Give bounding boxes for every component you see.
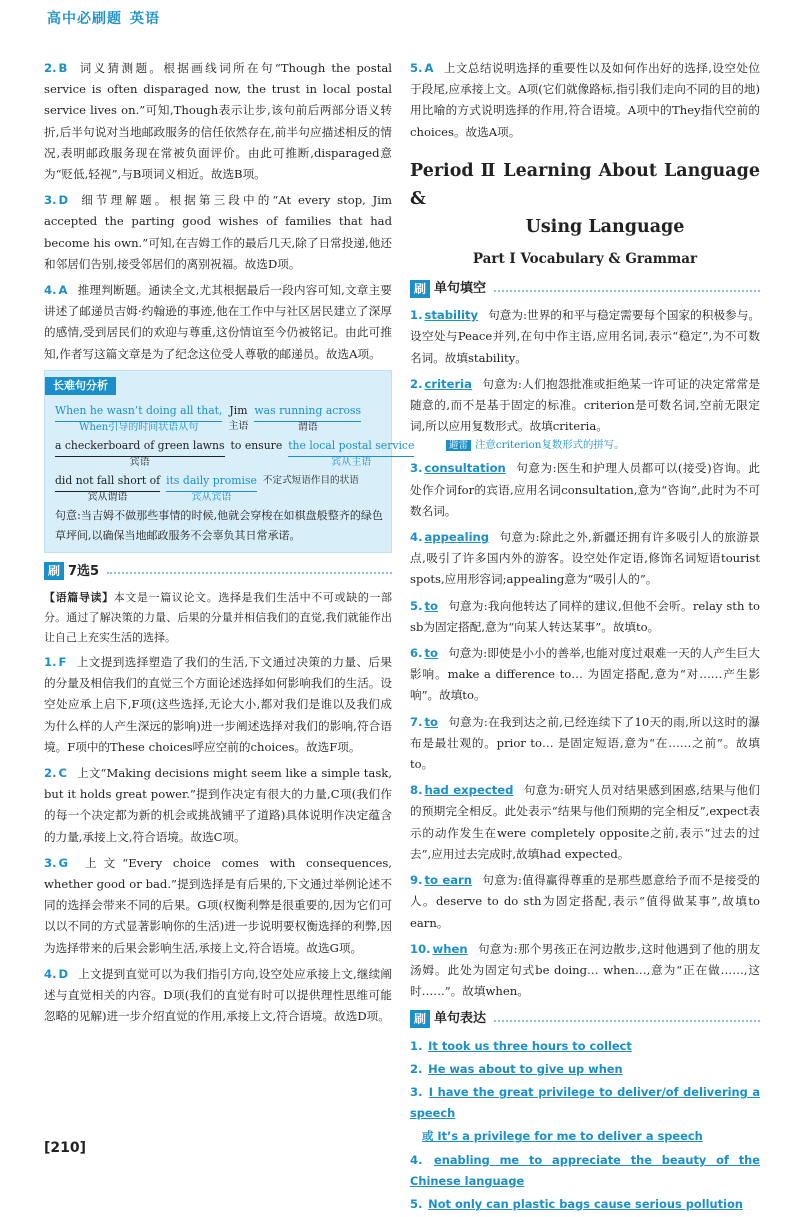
- explanation-text: 句意为:研究人员对结果感到困惑,结果与他们的预期完全相反。此处表示“结果与他们预期的完全相反”,expect表示的动作发生在were completely opposite之前,表示“过去的过去”,应用过去完成时,故填had expected。: [410, 783, 761, 861]
- item-number: 10.: [410, 941, 431, 956]
- fill-answer: when: [432, 941, 468, 956]
- segment-gloss: 宾从宾语: [191, 491, 232, 503]
- item-number: 5.: [410, 598, 423, 613]
- section-divider: [494, 290, 760, 292]
- expression-answer: [410, 1126, 760, 1147]
- answer-entry: [44, 58, 392, 185]
- explanation-text: 句意为:那个男孩正在河边散步,这时他遇到了他的朋友汤姆。此处为固定句式be doing… when…,意为“正在做……,这时……”。故填when。: [410, 941, 760, 999]
- period-title-line2: Using Language: [525, 216, 685, 237]
- sentence-segment: [288, 436, 414, 469]
- expression-text: I have the great privilege to deliver/of delivering a speech: [410, 1084, 761, 1121]
- answer-letter: C: [58, 766, 67, 781]
- expression-text: 或 It’s a privilege for me to deliver a speech: [422, 1129, 703, 1144]
- fill-answer: to: [424, 714, 438, 729]
- segment-gloss: 主语: [228, 420, 249, 432]
- segment-gloss: When引导的时间状语从句: [79, 421, 199, 433]
- sentence-analysis-box: [44, 370, 415, 553]
- answer-entry: [44, 190, 392, 275]
- fill-answer: appealing: [424, 530, 490, 545]
- explanation-text: 句意为:在我到达之前,已经连续下了10天的雨,所以这时的瀑布是最壮观的。prior to… 是固定短语,意为“在……之前”。故填to。: [410, 714, 760, 772]
- expression-answer: [410, 1082, 760, 1124]
- item-number: 2.: [44, 61, 57, 75]
- sentence-segment: [228, 401, 248, 433]
- expression-answer: [410, 1150, 760, 1192]
- item-number: 5.: [410, 61, 423, 75]
- sentence-segment: [231, 436, 283, 456]
- item-number: 2.: [44, 766, 57, 781]
- item-number: 2.: [410, 376, 423, 391]
- expression-text: It took us three hours to collect: [428, 1038, 632, 1053]
- section-header-fill: [410, 278, 760, 299]
- explanation-text: 上文总结说明选择的重要性以及如何作出好的选择,设空处位于段尾,应承接上文。A项(它们就像路标,指引我们走向不同的目的地)用比喻的方式说明选择的作用,符合语境。A项中的They指代空前的choices。故选A项。: [410, 61, 760, 139]
- item-number: 5.: [410, 1196, 423, 1211]
- explanation-text: 推理判断题。通读全文,尤其根据最后一段内容可知,文章主要讲述了邮递员吉姆·约翰逊的事迹,他在工作中与社区居民建立了深厚的感情,受到居民们的欢迎与尊重,这份情谊至今仍被铭记。由此可推知,作者写这篇文章是为了纪念这位受人尊敬的邮递员。故选A项。: [44, 283, 392, 361]
- segment-gloss: 宾语: [129, 456, 150, 468]
- expression-answer: [410, 1059, 760, 1080]
- explanation-text: 上文提到直觉可以为我们指引方向,设空处应承接上文,继续阐述与直觉相关的内容。D项(我们的直觉有时可以提供理性思维可能忽略的见解)进一步介绍直觉的作用,承接上文,符合语境。故选D项。: [44, 966, 392, 1024]
- guide-text: 本文是一篇议论文。选择是我们生活中不可或缺的一部分。通过了解决策的力量、后果的分量并相信我们的直觉,我们就能作出让自己上充实生活的选择。: [44, 591, 393, 645]
- fill-entry: [410, 458, 760, 522]
- answer-entry: [44, 853, 392, 959]
- fill-answer: consultation: [424, 461, 506, 476]
- tip-badge: 避雷: [446, 440, 471, 451]
- period-title-line1: Period Ⅱ Learning About Language &: [410, 160, 760, 209]
- segment-words: its daily promise: [166, 471, 257, 492]
- explanation-text: 句意为:我向他转达了同样的建议,但他不会听。relay sth to sb为固定搭配,意为“向某人转达某事”。故填to。: [410, 598, 760, 634]
- analysis-row: [55, 436, 415, 469]
- analysis-row: [55, 471, 383, 504]
- item-number: 4.: [44, 283, 57, 298]
- explanation-text: 词义猜测题。根据画线词所在句“Though the postal service is often disparaged now, the trust in local postal service lives on.”可知,Though表示让步,该句前后两部分语义转折,后半句说对当地邮政服务的信任依然存在,前半句应描述相反的情况,表明邮政服务现在常被负面评价。由此可推断,disparaged意为“贬低,轻视”,与B项词义相近。故选B项。: [44, 61, 392, 182]
- sentence-segment: [55, 436, 225, 469]
- fill-entry: [410, 596, 760, 638]
- explanation-text: 句意为:值得赢得尊重的是那些愿意给予而不是接受的人。deserve to do sth为固定搭配,表示“值得做某事”,故填to earn。: [410, 873, 760, 930]
- item-number: 7.: [410, 714, 423, 729]
- fill-entry: [410, 527, 760, 591]
- answer-letter: G: [58, 855, 69, 870]
- explanation-text: 上文“Making decisions might seem like a simple task, but it holds great power.”提到作决定有很大的力量,C项(我们作的每一个决定都为新的机会或挑战铺平了道路)具体说明作决定蕴含的力量,承接上文,符合语境。故选C项。: [44, 766, 392, 844]
- analysis-title: 长难句分析: [45, 377, 116, 395]
- item-number: 1.: [44, 655, 57, 670]
- section-divider: [107, 572, 392, 574]
- segment-words: the local postal service: [288, 436, 414, 457]
- section-badge-icon: 刷: [410, 1010, 430, 1028]
- section-badge-icon: 刷: [44, 562, 64, 580]
- purpose-note: 不定式短语作目的状语: [262, 474, 359, 486]
- item-number: 4.: [410, 1152, 423, 1167]
- sentence-segment: [254, 401, 361, 434]
- analysis-row: [55, 401, 383, 434]
- item-number: 3.: [44, 193, 57, 208]
- item-number: 3.: [410, 461, 423, 476]
- fill-entry: [410, 374, 760, 438]
- item-number: 4.: [44, 966, 57, 981]
- fill-answer: criteria: [424, 376, 472, 391]
- section-title: 单句填空: [434, 281, 487, 297]
- section-title: 单句表达: [434, 1011, 487, 1027]
- explanation-text: 上文提到选择塑造了我们的生活,下文通过决策的力量、后果的分量及相信我们的直觉三个方面论述选择如何影响我们的生活。设空处应承上启下,F项(这些选择,无论大小,都对我们是谁以及我们成为什么样的人产生深远的影响)进一步阐述选择对我们的影响,符合语境。F项中的These choices呼应空前的choices。故选F项。: [44, 655, 392, 754]
- book-title: 高中必刷题: [47, 11, 122, 27]
- explanation-text: 上文“Every choice comes with consequences, whether good or bad.”提到选择是有后果的,下文通过举例论述不同的选择会带来不同的后果。G项(权衡利弊是很重要的,因为它们可以以不同的方式显著影响你的生活)进一步说明要权衡选择的利弊,因为选择带来的后果会影响生活,承接上文,符合语境。故选G项。: [44, 855, 392, 955]
- section-title: 7选5: [68, 563, 100, 579]
- expression-text: Not only can plastic bags cause serious pollution: [428, 1196, 743, 1211]
- segment-words: to ensure: [230, 438, 283, 452]
- expression-text: enabling me to appreciate the beauty of the Chinese language: [410, 1152, 760, 1188]
- item-number: 1.: [410, 1038, 423, 1053]
- segment-words: did not fall short of: [55, 471, 160, 492]
- segment-words: When he wasn’t doing all that,: [55, 401, 222, 422]
- expression-text: He was about to give up when: [428, 1061, 623, 1076]
- sentence-segment: [55, 471, 160, 504]
- item-number: 3.: [410, 1084, 423, 1099]
- answer-entry: [44, 280, 392, 365]
- item-number: 6.: [410, 646, 423, 661]
- answer-letter: A: [58, 283, 68, 298]
- section-header-7x5: [44, 561, 392, 582]
- part-title: Part Ⅰ Vocabulary & Grammar: [472, 250, 698, 267]
- fill-answer: to: [424, 598, 438, 613]
- item-number: 4.: [410, 530, 423, 545]
- answer-letter: D: [58, 193, 69, 208]
- explanation-text: 句意为:即使是小小的善举,也能对度过艰难一天的人产生巨大影响。make a difference to… 为固定搭配,意为“对……产生影响”。故填to。: [410, 646, 760, 703]
- segment-gloss: 宾从主语: [331, 456, 372, 468]
- item-number: 1.: [410, 308, 423, 323]
- period-title: [410, 157, 760, 241]
- fill-entry: [410, 643, 760, 707]
- expression-answer: [410, 1036, 760, 1057]
- tip-text: 注意criterion复数形式的拼写。: [475, 439, 625, 452]
- guide-label: 【语篇导读】: [44, 591, 114, 605]
- fill-entry: [410, 939, 760, 1003]
- explanation-text: 句意为:人们抱怨批准或拒绝某一许可证的决定常常是随意的,而不是基于固定的标准。criterion是可数名词,空前无限定词,所以应用复数形式。故填criteria。: [410, 376, 760, 434]
- left-column: [44, 58, 415, 1033]
- segment-words: Jim: [229, 403, 248, 417]
- item-number: 8.: [410, 783, 423, 798]
- explanation-text: 句意为:医生和护理人员都可以(接受)咨询。此处作介词for的宾语,应用名词consultation,意为“咨询”,此时为不可数名词。: [410, 461, 760, 518]
- page-number: [210]: [44, 1140, 87, 1156]
- explanation-text: 句意为:世界的和平与稳定需要每个国家的积极参与。设空处与Peace并列,在句中作主语,应用名词,表示“稳定”,为不可数名词。故填stability。: [410, 308, 760, 365]
- passage-guide: [44, 588, 392, 648]
- explanation-text: 句意为:除此之外,新疆还拥有许多吸引人的旅游景点,吸引了许多国内外的游客。设空处作定语,修饰名词短语tourist spots,应用形容词;appealing意为“吸引人的”。: [410, 530, 760, 587]
- segment-words: a checkerboard of green lawns: [55, 436, 225, 457]
- fill-answer: had expected: [424, 783, 514, 798]
- answer-entry: [44, 964, 392, 1028]
- tip-note: [446, 437, 760, 454]
- answer-entry: [410, 58, 760, 143]
- segment-words: was running across: [254, 401, 361, 422]
- sentence-segment: [166, 471, 257, 504]
- answer-letter: F: [58, 655, 67, 670]
- expression-answer: [410, 1194, 760, 1215]
- right-column: [410, 58, 760, 1217]
- page-header: [47, 8, 160, 28]
- answer-letter: D: [58, 966, 69, 981]
- answer-letter: B: [58, 61, 68, 75]
- fill-answer: stability: [424, 308, 479, 323]
- segment-gloss: 宾从谓语: [87, 491, 128, 503]
- fill-entry: [410, 870, 760, 934]
- subject-label: 英语: [130, 11, 160, 27]
- section-divider: [494, 1020, 760, 1022]
- fill-answer: to earn: [424, 873, 472, 888]
- item-number: 3.: [44, 855, 57, 870]
- fill-entry: [410, 305, 760, 369]
- segment-gloss: 谓语: [297, 421, 318, 433]
- sentence-segment: [55, 401, 222, 434]
- answer-letter: A: [424, 61, 434, 75]
- fill-entry: [410, 780, 760, 865]
- item-number: 9.: [410, 873, 423, 888]
- fill-entry: [410, 712, 760, 776]
- fill-answer: to: [424, 646, 438, 661]
- sentence-translation: 句意:当吉姆不做那些事情的时候,他就会穿梭在如棋盘般整齐的绿色草坪间,以确保当地邮政服务不会辜负其日常承诺。: [55, 508, 383, 542]
- item-number: 2.: [410, 1061, 423, 1076]
- answer-entry: [44, 652, 392, 758]
- section-header-expression: [410, 1008, 760, 1029]
- section-badge-icon: 刷: [410, 280, 430, 298]
- answer-entry: [44, 763, 392, 848]
- explanation-text: 细节理解题。根据第三段中的“At every stop, Jim accepted the parting good wishes of families that had become his own.”可知,在吉姆工作的最后几天,除了日常投递,他还和邻居们告别,接受邻居们的离别祝福。故选D项。: [44, 193, 392, 271]
